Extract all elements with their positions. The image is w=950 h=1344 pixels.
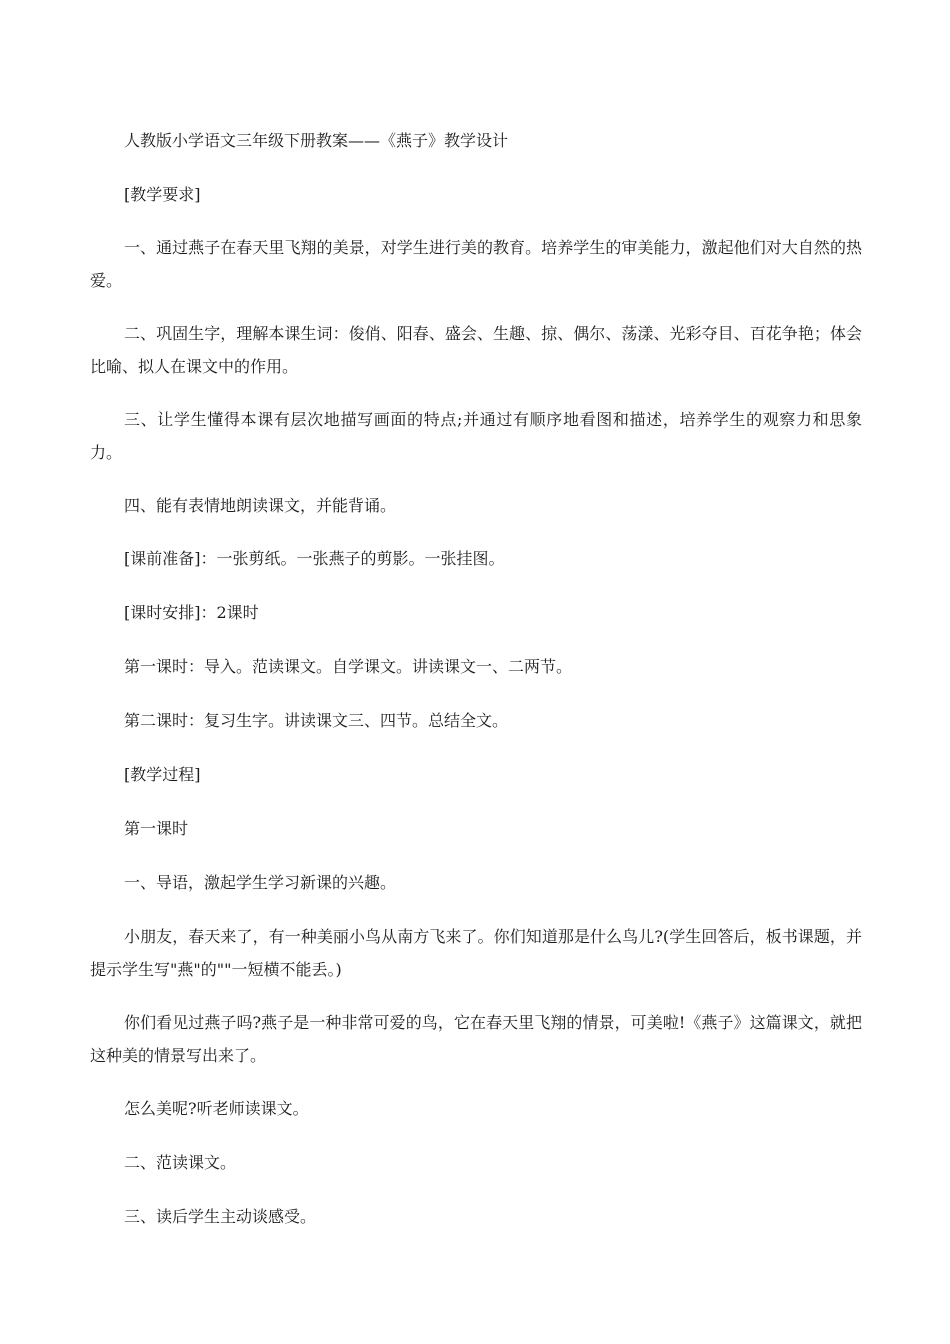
section-heading-requirements: [教学要求] — [124, 185, 201, 204]
document-body — [90, 124, 862, 1233]
paragraph: 三、让学生懂得本课有层次地描写画面的特点;并通过有顺序地看图和描述，培养学生的观察力和思象力。 — [90, 410, 862, 462]
lesson-heading: 第一课时 — [124, 819, 189, 838]
paragraph: 小朋友，春天来了，有一种美丽小鸟从南方飞来了。你们知道那是什么鸟儿?(学生回答后，板书课题，并提示学生写"燕"的""一短横不能丢。) — [90, 927, 862, 979]
paragraph: 怎么美呢?听老师读课文。 — [124, 1099, 309, 1118]
paragraph: 一、通过燕子在春天里飞翔的美景，对学生进行美的教育。培养学生的审美能力，激起他们对大自然的热爱。 — [90, 238, 862, 290]
paragraph: 你们看见过燕子吗?燕子是一种非常可爱的鸟，它在春天里飞翔的情景，可美啦!《燕子》这篇课文，就把这种美的情景写出来了。 — [90, 1013, 862, 1065]
document-title: 人教版小学语文三年级下册教案——《燕子》教学设计 — [124, 131, 509, 150]
step-heading: 二、范读课文。 — [124, 1153, 237, 1172]
step-heading: 一、导语，激起学生学习新课的兴趣。 — [124, 873, 397, 892]
paragraph: 二、巩固生字，理解本课生词：俊俏、阳春、盛会、生趣、掠、偶尔、荡漾、光彩夺目、百花争艳；体会比喻、拟人在课文中的作用。 — [90, 324, 862, 376]
section-heading-process: [教学过程] — [124, 765, 201, 784]
step-heading: 三、读后学生主动谈感受。 — [124, 1207, 317, 1226]
lesson-two-summary: 第二课时：复习生字。讲读课文三、四节。总结全文。 — [124, 711, 509, 730]
paragraph: 四、能有表情地朗读课文，并能背诵。 — [124, 496, 397, 515]
lesson-one-summary: 第一课时：导入。范读课文。自学课文。讲读课文一、二两节。 — [124, 657, 573, 676]
preparation-line: [课前准备]：一张剪纸。一张燕子的剪影。一张挂图。 — [124, 549, 505, 568]
schedule-line: [课时安排]：2课时 — [124, 603, 259, 622]
